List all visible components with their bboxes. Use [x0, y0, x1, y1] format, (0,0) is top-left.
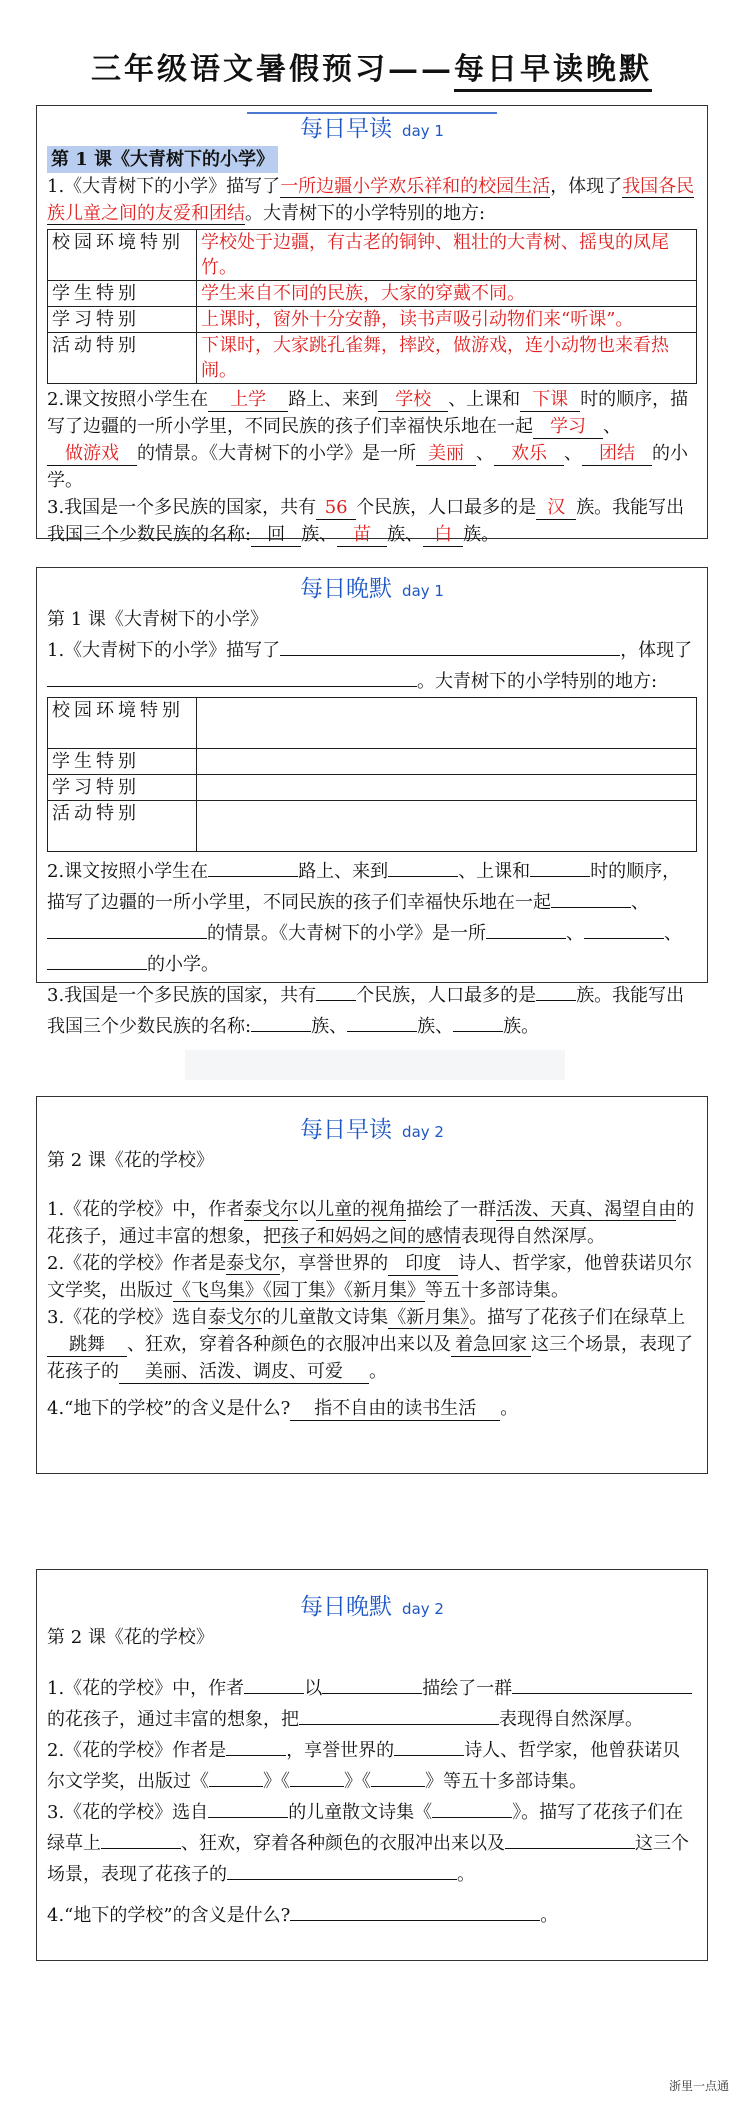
day2-evening-panel — [36, 1569, 708, 1961]
question-3: 3.我国是一个多民族的国家，共有 56 个民族，人口最多的是 汉 族。我能写出我国三个少数民族的名称: 回 族、 苗 族、 白 族。 — [47, 497, 685, 545]
table-row: 学习特别 — [48, 775, 697, 801]
answer-cell[interactable] — [197, 775, 697, 801]
question-2: 2.课文按照小学生在 上学 路上、来到 学校 、上课和 下课 时的顺序，描写了边疆的一所小学里，不同民族的孩子们幸福快乐地在一起 学习 、做游戏 的情景。《大青树下的小学》是一所 美丽 、 欢乐 、 团结 的小学。 — [47, 389, 689, 491]
question-1: 1.《花的学校》中，作者泰戈尔以儿童的视角描绘了一群活泼、天真、渴望自由的花孩子，通过丰富的想象，把孩子和妈妈之间的感情表现得自然深厚。 — [47, 1199, 695, 1247]
answer-blank[interactable] — [208, 854, 298, 877]
panel-heading: 每日晚默 day 1 — [300, 576, 444, 602]
lesson-title: 第 1 课《大青树下的小学》 — [47, 609, 268, 630]
table-row: 学生特别 学生来自不同的民族，大家的穿戴不同。 — [48, 281, 697, 307]
answer-blank[interactable] — [290, 1898, 540, 1921]
panel-heading: 每日晚默 day 2 — [300, 1594, 444, 1620]
table-row: 学习特别 上课时，窗外十分安静，读书声吸引动物们来“听课”。 — [48, 307, 697, 333]
table-row: 活动特别 下课时，大家跳孔雀舞，摔跤，做游戏，连小动物也来看热闹。 — [48, 333, 697, 384]
question-2: 2.《花的学校》作者是泰戈尔，享誉世界的 印度 诗人、哲学家，他曾获诺贝尔文学奖，出版过《飞鸟集》《园丁集》《新月集》等五十多部诗集。 — [47, 1253, 693, 1301]
answer-blank[interactable] — [536, 978, 576, 1001]
question-3: 3.《花的学校》选自 的儿童散文诗集《 》。描写了花孩子们在绿草上 、狂欢，穿着各种颜色的衣服冲出来以及 这三个场景，表现了花孩子的 。 — [47, 1795, 697, 1888]
lesson-title: 第 1 课《大青树下的小学》 — [47, 146, 278, 173]
answer-blank[interactable] — [280, 633, 620, 656]
answer-blank[interactable] — [322, 1671, 422, 1694]
title-underlined: 每日早读晚默 — [454, 52, 652, 92]
answer-blank[interactable] — [208, 1795, 288, 1818]
answer-blank[interactable] — [530, 854, 590, 877]
answer-blank[interactable] — [47, 664, 417, 687]
answer-blank[interactable] — [347, 1009, 417, 1032]
answer-blank[interactable] — [388, 854, 458, 877]
answer-blank[interactable] — [394, 1733, 464, 1756]
answer-blank[interactable] — [612, 1671, 692, 1694]
answer-blank[interactable] — [512, 1671, 612, 1694]
answer-cell[interactable] — [197, 801, 697, 852]
answer-blank[interactable] — [453, 1009, 503, 1032]
faint-strip — [185, 1050, 565, 1080]
question-3: 3.我国是一个多民族的国家，共有 个民族，人口最多的是 族。我能写出我国三个少数民族的名称: 族、 族、 族。 — [47, 978, 697, 1040]
answer-blank[interactable] — [209, 1764, 263, 1787]
question-2: 2.课文按照小学生在 路上、来到 、上课和 时的顺序，描写了边疆的一所小学里，不同民族的孩子们幸福快乐地在一起 、的情景。《大青树下的小学》是一所 、 、的小学。 — [47, 854, 697, 978]
question-2: 2.《花的学校》作者是 ，享誉世界的 诗人、哲学家，他曾获诺贝尔文学奖，出版过《 》《 》《 》等五十多部诗集。 — [47, 1733, 697, 1795]
answer-blank[interactable] — [432, 1795, 512, 1818]
answer-blank[interactable] — [299, 1702, 499, 1725]
question-1: 1.《大青树下的小学》描写了一所边疆小学欢乐祥和的校园生活，体现了我国各民族儿童之间的友爱和团结。大青树下的小学特别的地方: — [47, 176, 695, 224]
features-table — [47, 697, 697, 852]
answer-blank[interactable] — [584, 916, 664, 939]
day1-evening-panel — [36, 567, 708, 1037]
features-table — [47, 229, 697, 384]
panel-heading: 每日早读 day 2 — [300, 1117, 444, 1143]
question-3: 3.《花的学校》选自泰戈尔的儿童散文诗集《新月集》。描写了花孩子们在绿草上跳舞 、狂欢，穿着各种颜色的衣服冲出来以及 着急回家 这三个场景，表现了花孩子的 美丽、活泼、调皮、可爱 。 — [47, 1307, 693, 1382]
answer-blank[interactable] — [244, 1671, 304, 1694]
page-title — [0, 44, 743, 88]
table-row: 学生特别 — [48, 749, 697, 775]
footer-watermark: 浙里一点通 — [668, 2079, 729, 2093]
answer-blank[interactable] — [227, 1857, 457, 1880]
question-4: 4.“地下的学校”的含义是什么? 。 — [47, 1898, 697, 1929]
answer-blank[interactable] — [290, 1764, 344, 1787]
answer-blank[interactable] — [505, 1826, 635, 1849]
answer-blank[interactable] — [101, 1826, 181, 1849]
question-1: 1.《花的学校》中，作者 以 描绘了一群的花孩子，通过丰富的想象，把 表现得自然深厚。 — [47, 1671, 697, 1733]
answer-blank[interactable] — [316, 978, 356, 1001]
answer-blank[interactable] — [226, 1733, 286, 1756]
answer-blank[interactable] — [551, 885, 631, 908]
answer-blank[interactable] — [486, 916, 566, 939]
panel-heading: 每日早读 day 1 — [247, 112, 497, 146]
table-row: 校园环境特别 — [48, 698, 697, 749]
question-1: 1.《大青树下的小学》描写了 ，体现了。大青树下的小学特别的地方: — [47, 633, 697, 695]
day2-morning-panel — [36, 1096, 708, 1474]
day1-morning-panel — [36, 105, 708, 545]
answer-blank[interactable] — [47, 916, 207, 939]
answer-blank[interactable] — [47, 947, 147, 970]
lesson-title: 第 2 课《花的学校》 — [47, 1627, 214, 1648]
lesson-title: 第 2 课《花的学校》 — [47, 1150, 214, 1171]
answer-cell[interactable] — [197, 749, 697, 775]
answer-cell[interactable] — [197, 698, 697, 749]
table-row: 校园环境特别 学校处于边疆，有古老的铜钟、粗壮的大青树、摇曳的凤尾竹。 — [48, 230, 697, 281]
title-prefix: 三年级语文暑假预习—— — [91, 52, 454, 87]
table-row: 活动特别 — [48, 801, 697, 852]
answer-blank[interactable] — [251, 1009, 311, 1032]
answer-blank[interactable] — [371, 1764, 425, 1787]
question-4: 4.“地下的学校”的含义是什么? 指不自由的读书生活 。 — [47, 1398, 519, 1419]
